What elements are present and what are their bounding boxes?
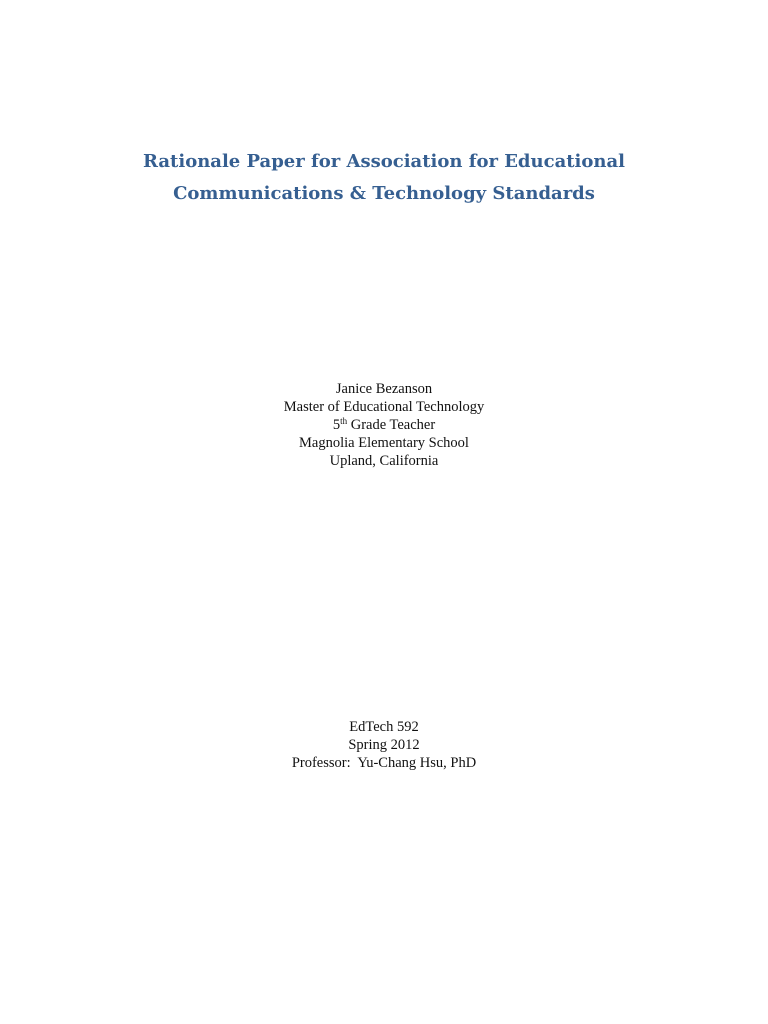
author-location: Upland, California xyxy=(329,453,439,469)
course-term: Spring 2012 xyxy=(348,737,420,753)
author-name: Janice Bezanson xyxy=(335,381,433,397)
grade-suffix: th xyxy=(340,416,348,426)
author-school: Magnolia Elementary School xyxy=(299,435,469,451)
author-info xyxy=(0,380,768,470)
document-title xyxy=(0,146,768,210)
author-degree: Master of Educational Technology xyxy=(283,399,485,415)
course-info xyxy=(0,718,768,772)
grade-rest: Grade Teacher xyxy=(347,417,436,433)
title-line-2: Communications & Technology Standards xyxy=(173,183,595,204)
grade-number: 5 xyxy=(332,417,341,433)
course-professor: Professor: Yu-Chang Hsu, PhD xyxy=(291,755,477,771)
course-code: EdTech 592 xyxy=(349,719,419,735)
author-role xyxy=(0,416,768,434)
title-line-1: Rationale Paper for Association for Educational xyxy=(143,151,625,172)
